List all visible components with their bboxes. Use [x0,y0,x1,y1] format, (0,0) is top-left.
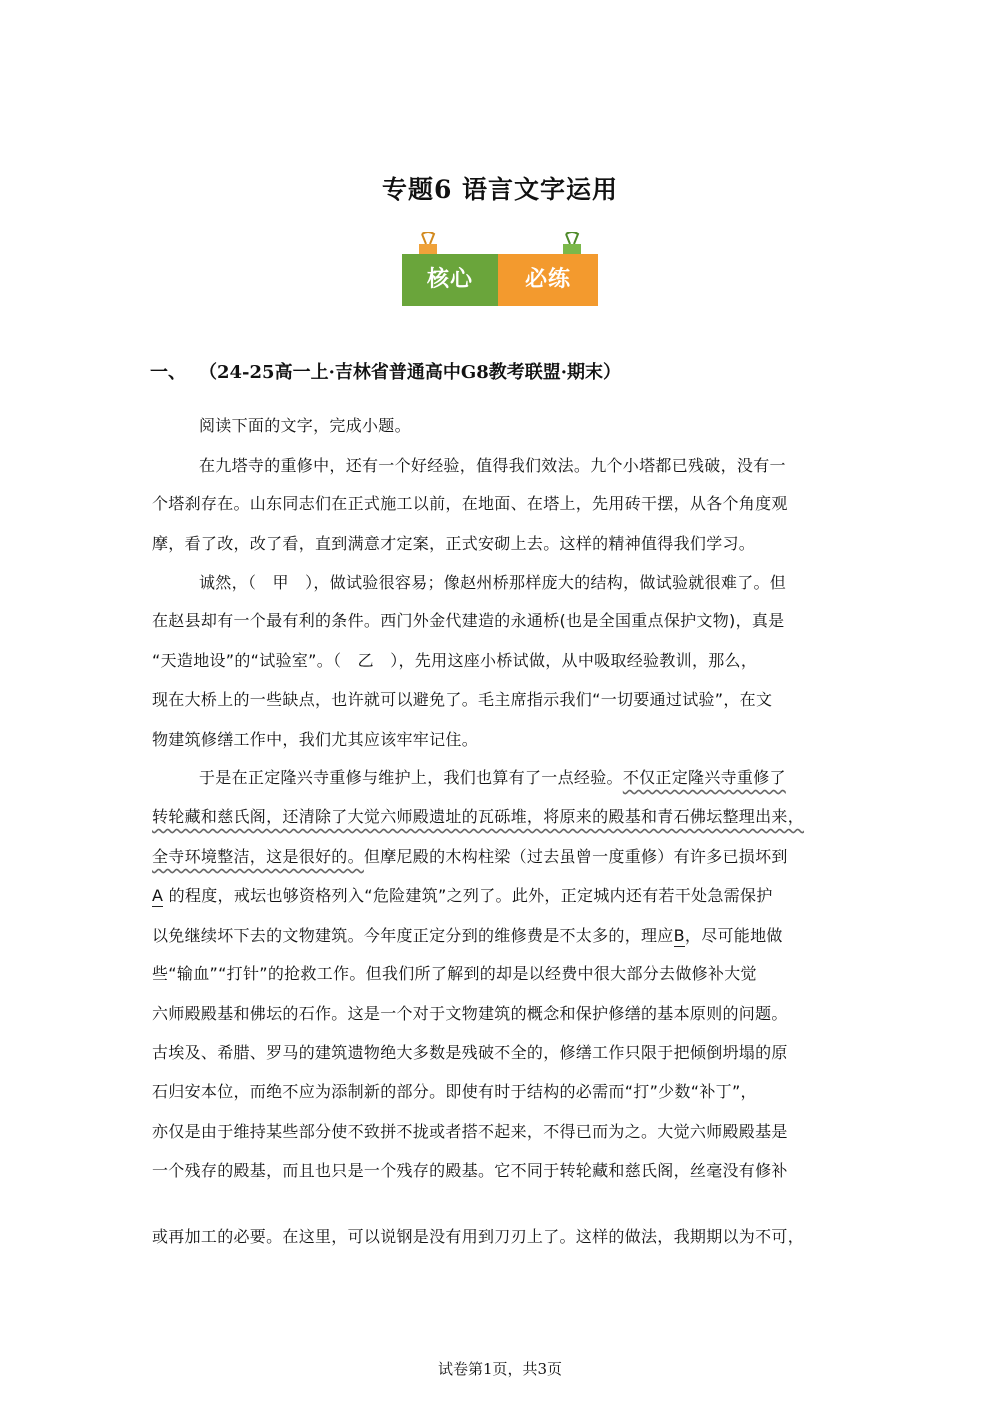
section-source: （24-25高一上·吉林省普通高中G8教考联盟·期末） [208,362,621,383]
sentence: 但摩尼殿的木构柱梁（过去虽曾一度重修）有许多已损坏到 [363,847,788,866]
banner-label-core: 核心 [402,254,498,306]
sentence: ，尽可能地做 [684,926,783,945]
sentence: 的程度，戒坛也够资格列入“危险建筑”之列了。此外，正定城内还有若干处急需保护 [168,886,773,905]
paragraph-line: 些“输血”“打针”的抢救工作。但我们所了解到的却是以经费中很大部分去做修补大觉 [152,964,757,983]
blank-a: A [152,886,164,905]
paragraph-line: 在九塔寺的重修中，还有一个好经验，值得我们效法。九个小塔都已残破，没有一 [199,456,786,475]
section-heading [150,358,621,384]
paragraph-line [152,846,788,868]
paragraph-line: “天造地设”的“试验室”。（ 乙 ），先用这座小桥试做，从中吸取经验教训，那么， [152,651,758,670]
sentence: 以免继续坏下去的文物建筑。今年度正定分到的维修费是不太多的，理应 [152,926,674,945]
page-footer: 试卷第1页，共3页 [437,1360,563,1378]
paragraph-line: 一个残存的殿基，而且也只是一个残存的殿基。它不同于转轮藏和慈氏阁，丝毫没有修补 [152,1161,788,1180]
paragraph-line: 古埃及、希腊、罗马的建筑遗物绝大多数是残破不全的，修缮工作只限于把倾倒坍塌的原 [152,1043,788,1062]
banner-core-practice [402,232,598,306]
blank-b: B [673,926,685,945]
paragraph-line: 六师殿殿基和佛坛的石作。这是一个对于文物建筑的概念和保护修缮的基本原则的问题。 [152,1004,788,1023]
paragraph-line [199,767,786,789]
paragraph-line: 现在大桥上的一些缺点，也许就可以避免了。毛主席指示我们“一切要通过试验”，在文 [152,690,773,709]
wavy-underlined-sentence: 不仅正定隆兴寺重修了 [622,768,786,787]
paragraph-line: 亦仅是由于维持某些部分使不致拼不拢或者搭不起来，不得已而为之。大觉六师殿殿基是 [152,1122,788,1141]
section-number: 一、 [150,362,186,383]
paragraph-line [152,925,783,947]
paragraph-line: 摩，看了改，改了看，直到满意才定案，正式安砌上去。这样的精神值得我们学习。 [152,534,756,553]
paragraph-line: 或再加工的必要。在这里，可以说钢是没有用到刀刃上了。这样的做法，我期期以为不可， [152,1227,805,1246]
sentence: 于是在正定隆兴寺重修与维护上，我们也算有了一点经验。 [199,768,623,787]
paragraph-line: 物建筑修缮工作中，我们尤其应该牢牢记住。 [152,730,479,749]
paragraph-line: 诚然，（ 甲 ），做试验很容易；像赵州桥那样庞大的结构，做试验就很难了。但 [199,573,787,592]
wavy-underlined-sentence: 转轮藏和慈氏阁，还清除了大觉六师殿遗址的瓦砾堆，将原来的殿基和青石佛坛整理出来， [152,807,805,826]
wavy-underlined-sentence: 全寺环境整洁，这是很好的。 [152,847,364,866]
paragraph-line: 个塔刹存在。山东同志们在正式施工以前，在地面、在塔上，先用砖干摆，从各个角度观 [152,494,788,513]
paragraph-line: 在赵县却有一个最有利的条件。西门外金代建造的永通桥(也是全国重点保护文物)，真是 [152,611,785,630]
paragraph-line [152,885,773,907]
instruction-text: 阅读下面的文字，完成小题。 [199,416,411,435]
page-title: 专题6 语言文字运用 [381,175,619,204]
paragraph-line: 石归安本位，而绝不应为添制新的部分。即使有时于结构的必需而“打”少数“补丁”， [152,1082,757,1101]
banner-label-practice: 必练 [498,254,598,306]
